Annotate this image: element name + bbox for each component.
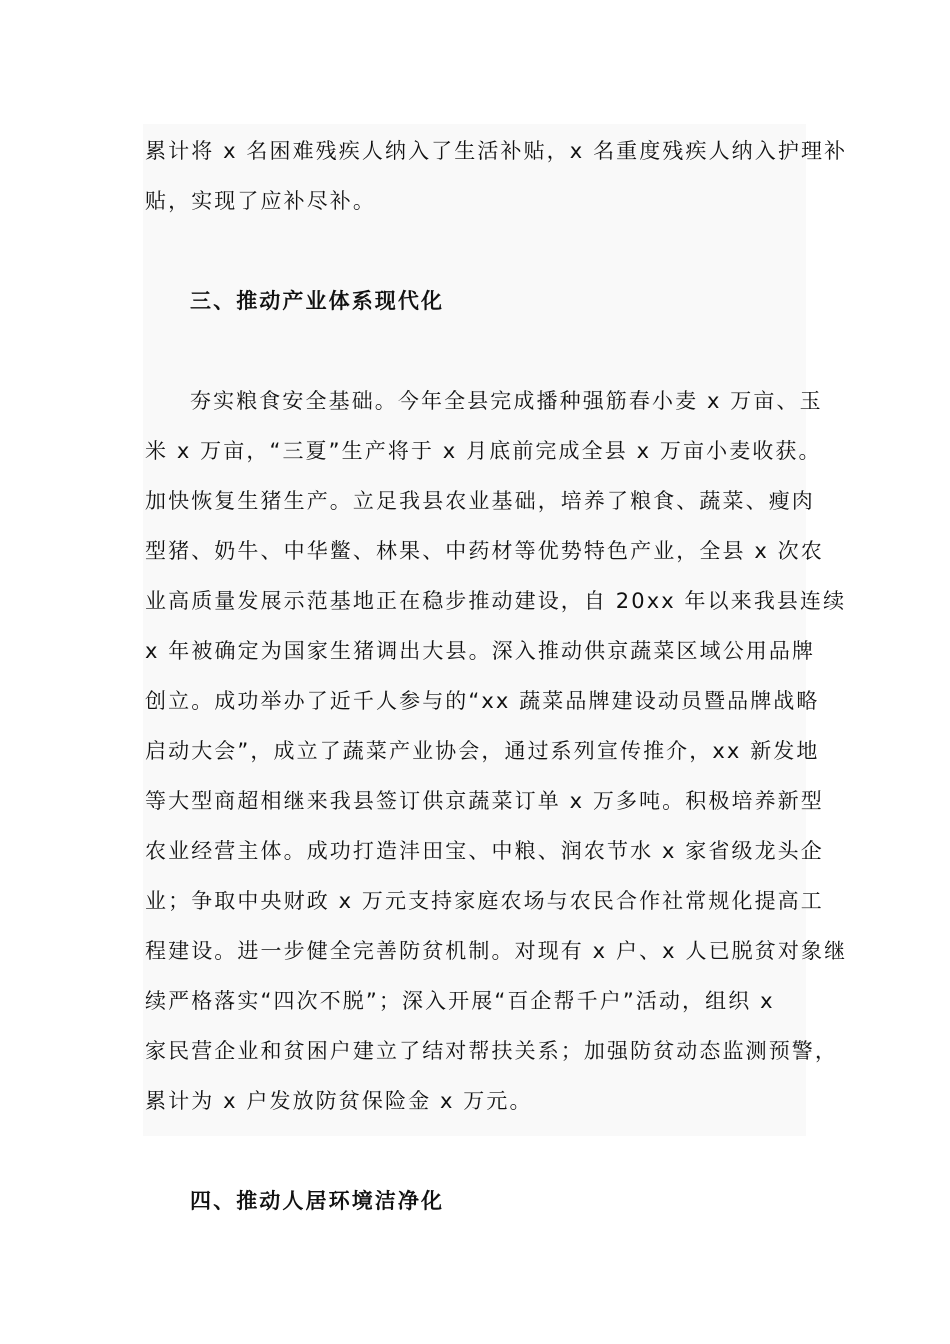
paragraph-line: 业高质量发展示范基地正在稳步推动建设，自 20xx 年以来我县连续 bbox=[145, 589, 847, 613]
document-body bbox=[145, 126, 848, 1226]
spacer bbox=[145, 1126, 807, 1176]
paragraph-line: 程建设。进一步健全完善防贫机制。对现有 x 户、x 人已脱贫对象继 bbox=[145, 939, 848, 963]
section-heading-4: 四、推动人居环境洁净化 bbox=[190, 1189, 445, 1213]
spacer bbox=[145, 326, 807, 376]
paragraph-line: 累计为 x 户发放防贫保险金 x 万元。 bbox=[145, 1089, 533, 1113]
spacer bbox=[145, 226, 807, 276]
paragraph-line: 启动大会”，成立了蔬菜产业协会，通过系列宣传推介，xx 新发地 bbox=[145, 739, 820, 763]
paragraph-line: 农业经营主体。成功打造沣田宝、中粮、润农节水 x 家省级龙头企 bbox=[145, 839, 824, 863]
paragraph-line: 夯实粮食安全基础。今年全县完成播种强筋春小麦 x 万亩、玉 bbox=[190, 389, 823, 413]
section-heading-3: 三、推动产业体系现代化 bbox=[190, 289, 445, 313]
paragraph-line: 业；争取中央财政 x 万元支持家庭农场与农民合作社常规化提高工 bbox=[145, 889, 824, 913]
paragraph-line: 贴，实现了应补尽补。 bbox=[145, 189, 376, 213]
paragraph-line: 等大型商超相继来我县签订供京蔬菜订单 x 万多吨。积极培养新型 bbox=[145, 789, 824, 813]
paragraph-line: 米 x 万亩，“三夏”生产将于 x 月底前完成全县 x 万亩小麦收获。 bbox=[145, 439, 822, 463]
paragraph-line: x 年被确定为国家生猪调出大县。深入推动供京蔬菜区域公用品牌 bbox=[145, 639, 816, 663]
paragraph-line: 续严格落实“四次不脱”；深入开展“百企帮千户”活动，组织 x bbox=[145, 989, 775, 1013]
paragraph-line: 家民营企业和贫困户建立了结对帮扶关系；加强防贫动态监测预警， bbox=[145, 1039, 838, 1063]
paragraph-line: 创立。成功举办了近千人参与的“xx 蔬菜品牌建设动员暨品牌战略 bbox=[145, 689, 820, 713]
paragraph-line: 型猪、奶牛、中华鳖、林果、中药材等优势特色产业，全县 x 次农 bbox=[145, 539, 824, 563]
paragraph-line: 累计将 x 名困难残疾人纳入了生活补贴，x 名重度残疾人纳入护理补 bbox=[145, 139, 848, 163]
paragraph-line: 加快恢复生猪生产。立足我县农业基础，培养了粮食、蔬菜、瘦肉 bbox=[145, 489, 815, 513]
